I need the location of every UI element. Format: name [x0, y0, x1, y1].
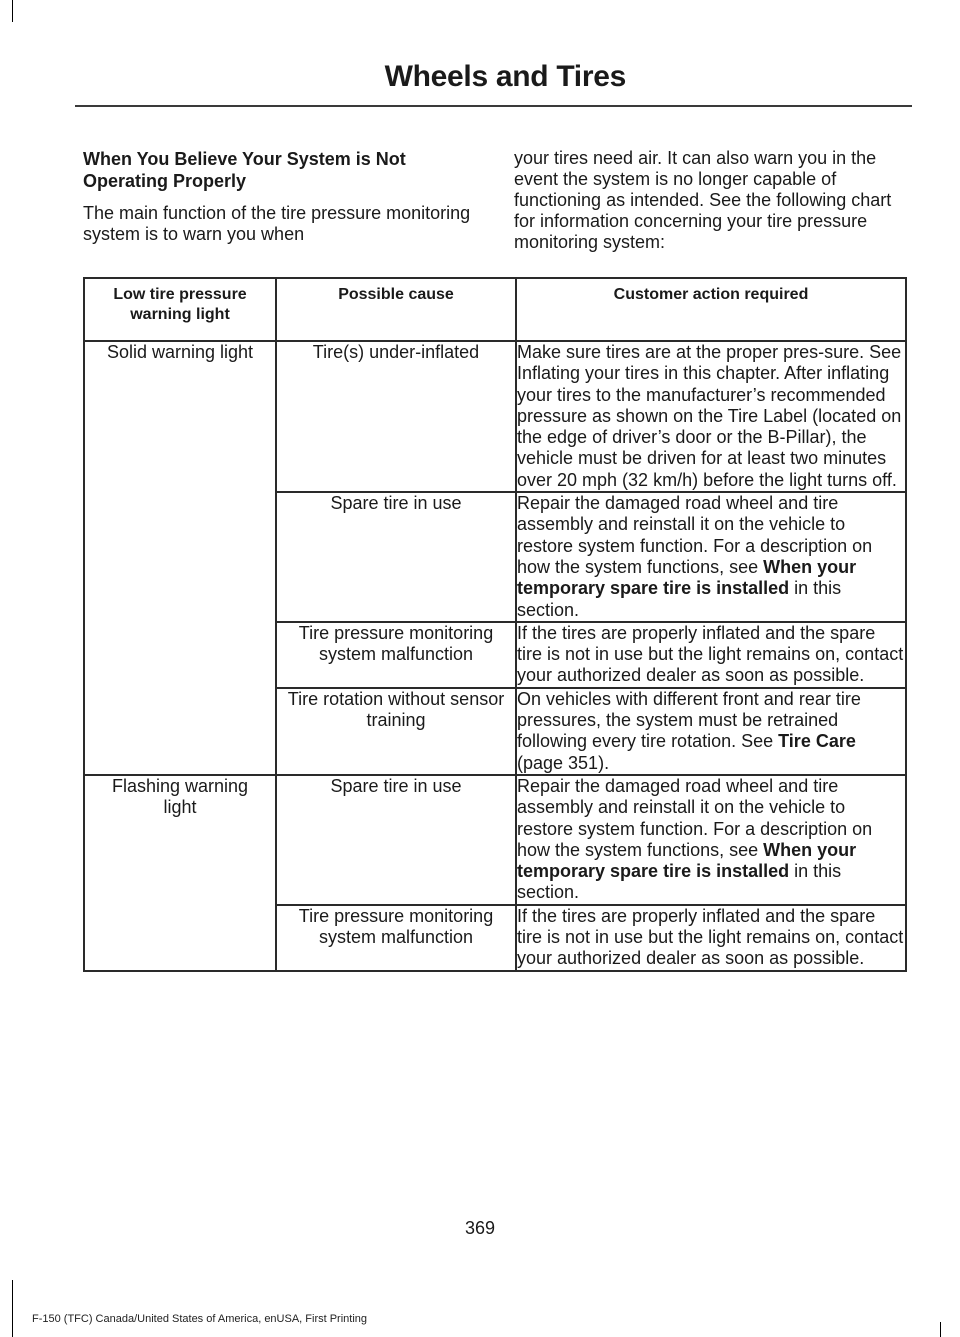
- crop-mark-bottom-left: [12, 1280, 13, 1337]
- header-possible-cause: Possible cause: [276, 278, 516, 341]
- intro-left-column: [83, 148, 483, 245]
- cross-reference: Tire Care: [778, 731, 856, 752]
- cross-reference: When your temporary spare tire is installed: [517, 556, 857, 599]
- intro-paragraph-left: The main function of the tire pressure monitoring system is to warn you when: [83, 203, 471, 244]
- action-cell: [516, 775, 906, 905]
- cause-cell: Tire rotation without sensor training: [276, 688, 516, 775]
- header-divider: [75, 105, 912, 107]
- action-text: (page 351).: [517, 752, 610, 773]
- action-text: Repair the damaged road wheel and tire assembly and reinstall it on the vehicle to restore system function. For a description on how the system functions, see: [517, 775, 873, 860]
- action-cell: If the tires are properly inflated and the spare tire is not in use but the light remains on, contact your authorized dealer as soon as possible.: [516, 905, 906, 971]
- cause-cell: Tire pressure monitoring system malfunction: [276, 905, 516, 971]
- cause-cell: Spare tire in use: [276, 492, 516, 622]
- header-warning-light: Low tire pressure warning light: [84, 278, 276, 341]
- action-text: in this section.: [517, 861, 842, 903]
- action-text: Repair the damaged road wheel and tire assembly and reinstall it on the vehicle to restore system function. For a description on how the system functions, see: [517, 493, 873, 577]
- solid-warning-light-cell: Solid warning light: [84, 341, 276, 775]
- table-row: [84, 341, 906, 492]
- table-header-row: [84, 278, 906, 341]
- section-subheading: When You Believe Your System is Not Operating Properly: [83, 149, 406, 191]
- cause-cell: Tire(s) under-inflated: [276, 341, 516, 492]
- crop-mark-bottom-right: [940, 1322, 941, 1337]
- tpms-chart-table: [83, 277, 907, 972]
- action-cell: If the tires are properly inflated and the spare tire is not in use but the light remains on, contact your authorized dealer as soon as possible.: [516, 622, 906, 688]
- intro-right-column: [514, 148, 910, 253]
- action-cell: [516, 492, 906, 622]
- page-number: 369: [464, 1218, 496, 1238]
- cross-reference: When your temporary spare tire is installed: [517, 839, 857, 882]
- table-row: [84, 775, 906, 905]
- cause-cell: Spare tire in use: [276, 775, 516, 905]
- action-cell: [516, 688, 906, 775]
- footer-edition-line: F-150 (TFC) Canada/United States of America, enUSA, First Printing: [32, 1313, 368, 1325]
- action-text: On vehicles with different front and rear tire pressures, the system must be retrained following every tire rotation. See: [517, 688, 861, 752]
- flashing-warning-light-cell: Flashing warning light: [84, 775, 276, 971]
- page-title: Wheels and Tires: [384, 60, 626, 93]
- cause-cell: Tire pressure monitoring system malfunction: [276, 622, 516, 688]
- action-text: in this section.: [517, 578, 842, 620]
- crop-mark-top-left: [12, 0, 13, 22]
- intro-paragraph-right: your tires need air. It can also warn you in the event the system is no longer capable of functioning as intended. See the following chart for information concerning your tire pressure monitoring system:: [514, 148, 892, 252]
- action-cell: Make sure tires are at the proper pres-sure. See Inflating your tires in this chapter. After inflating your tires to the manufacturer’s recommended pressure as shown on the Tire Label (located on the edge of driver’s door or the B-Pillar), the vehicle must be driven for at least two minutes over 20 mph (32 km/h) before the light turns off.: [516, 341, 906, 492]
- header-customer-action: Customer action required: [516, 278, 906, 341]
